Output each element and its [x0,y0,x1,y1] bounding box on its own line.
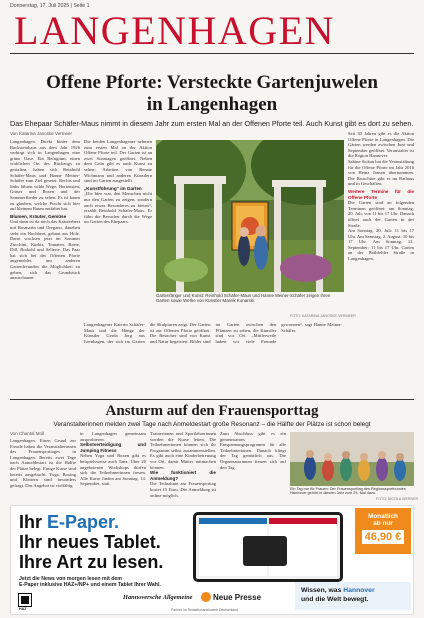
story1-dates: Am Sonntag, 20. Juli: 11 bis 17 Uhr. Am Samstag, 2. August: 10 bis 17 Uhr. Am Sonntag, 21. September: 11 bis 17 Uhr. Garten an der Bothfelder Straße in Langenhagen. [348,228,414,262]
story1-caption: Gartenfänger und Kunst: Reinhold Schäfer-Maus und Hanne Meiner-Schäfer zeigen ihren Garten sowie Werke von Künstler Mareik Konarski. [156,293,331,304]
story2-col2-text: in Langenhagen gemeinsam ausprobieren. [80,431,146,442]
story1-col2-text: Die beiden Langenhagener nehmen zum ersten Mal an der Aktion Offene Pforte teil. Der Garten ist an zwei Sonntagen geöffnet. Neben dem Grün gibt es auch Kunst zu sehen: Arbeiten von Renate Wichmann und anderen Künstlern sind im Garten ausgestellt. [84,139,152,184]
epaper-advertisement[interactable] [10,505,414,615]
ad-headline-line1 [19,512,163,532]
story2-column-3 [150,431,216,500]
story2-caption: Ein Tag nur für Frauen: Der Frauensporttag des Regionssportbundes Hannover gehört in diesem Jahr zum 25. Mal dazu. [290,487,406,496]
ad-line1-a: Ihr [19,512,48,532]
ad-subtext [19,576,161,589]
newspaper-masthead: LANGENHAGEN [14,8,335,53]
badge-mid: ab nur [373,520,393,527]
ad-line1-b: E-Paper. [47,512,120,532]
price-badge [355,508,411,554]
story1-byline: Von Katarina Janoske Vermeer [10,131,73,136]
story1-headline [10,72,414,116]
garden-photo [156,140,344,292]
slogan-line1 [301,586,405,595]
story1-right-text3: Die Gärten sind an folgenden Terminen geöffnet: am Sonntag, 20. Juli, von 11 bis 17 Uhr. Danach öffnet auch der Garten in der Straße. [348,200,414,228]
story1-col1-subhead: Blumen, Kräuter, Gemüse [10,213,67,219]
story2-column-1: Langenhagen. Einen Grund zur Freude haben die Veranstalterinnen des Frauensporttages in Langenhagen: Bereits zwei Tage nach Anmeldestart ist die Hälfte der Plätze belegt. Einige Kurse sind bereits ausgebucht. Yoga, Boxing und Klettern sind besonders gefragt. Das Angebot ist vielfältig. [10,438,76,488]
slogan-highlight: Hannover [343,587,375,594]
story1-column-1 [10,139,80,397]
ad-headline [19,512,163,572]
slogan-box [295,582,411,610]
phone-graphic [243,536,287,566]
story2-col2-subhead: Selbstverteidigung und Jumping Fitness [80,442,146,453]
story1-headline-line1: Offene Pforte: Versteckte Gartenjuwelen [46,72,378,93]
story2-lead: Veranstalterinnen melden zwei Tage nach Anmeldestart große Resonanz – die Hälfte der Plätze ist schon belegt [53,421,371,428]
story2-col3-text2: Die Teilnahme am Frauensporttag kostet 15 Euro. Die Anmeldung ist online möglich. [150,481,216,498]
story2-column-2 [80,431,146,500]
brand-haz: Hannoversche Allgemeine [123,594,193,601]
section-rule [10,399,414,400]
story1-col2-subhead: „Kunstführung“ im Garten [84,185,142,191]
badge-top: Monatlich [368,513,398,520]
ad-sub2: E-Paper inklusive HAZ+/NP+ und einem Tablet Ihrer Wahl. [19,582,161,589]
slogan-part1: Wissen, was [301,587,344,594]
story1-col1-text2: Und dann ist da noch das Kräuterbeet mit Rosmarin und Oregano, daneben steht ein Hochbeet, gebaut aus Holz. Darin wachsen jetzt im Sommer Zucchini, Kürbis, Tomaten, Beete, Dill, Rotkohl und Sellerie. Das Paar hat sich bei der Offenen Pforte angemeldet, um anderen Gartenfreunden die Möglichkeit zu geben, sich das Grundstück anzuschauen. [10,219,80,281]
story1-column-2 [84,139,152,321]
page-topline: Donnerstag, 17. Juli 2025 | Seite 1 [10,3,90,9]
ad-headline-line2: Ihr neues Tablet. [19,532,161,552]
badge-price: 46,90 € [362,530,405,544]
slogan-line2: und die Welt bewegt. [301,596,369,603]
story2-column-4: Zum Abschluss gibt es ein gemeinsames Entspannungsprogramm für alle Teilnehmerinnen. Danach klingt der Tag gemütlich aus. Die Organisatorinnen freuen sich auf den Tag. [220,431,286,470]
story1-right-subhead: Weitere Termine für die Offene Pforte [348,188,414,200]
story1-right-text2: Sabine Sickau hat die Veranstaltung für die Offene Pforte im Jahr 2016 von Heinz Jansen übernommen. Die Broschüre gibt es im Rathaus und in Geschäften. [348,158,414,187]
masthead-rule [10,53,414,54]
story1-lead: Das Ehepaar Schäfer-Maus nimmt in diesem Jahr zum ersten Mal an der Offenen Pforte teil. Auch Kunst gibt es dort zu sehen. [10,119,414,128]
story2-col3-subhead: Wie funktioniert die Anmeldung? [150,470,216,481]
story2-photo-credit: FOTO: NICOLA WERNER [376,497,419,501]
story2-headline: Ansturm auf den Frauensporttag [105,403,319,419]
story1-bottom-text: Langenhagener Katerin Schäfer-Maus und die Hänge der Künstler Gerda Jörg aus Isernhagen, der sich im Garten die Skulpturen zeigt. Der Garten ist zur Offenen Pforte geöffnet. Die Besucher sind von Kunst und Natur begeistert. Bilder sind im Garten zwischen den Pflanzen zu sehen, die Künstler sind vor Ort. „Mittlerweile haben wir viele Freunde gewonnen“, sagt Hanne Meiner-Schäfer. [84,322,342,344]
ad-sub1: Jetzt die News von morgen lesen mit dem [19,576,122,582]
sports-photo [290,432,414,486]
sports-illustration [290,432,414,486]
ad-small-print: Partner im Redaktionsnetzwerk Deutschland [171,608,238,612]
story2-col3-text: Trainerinnen und Sportlehrerinnen werden die Kurse leiten. Die Teilnehmerinnen können sich ihr Programm selbst zusammenstellen. Es gibt auch eine Kinderbetreuung vor Ort, damit Mütter mitmachen können. [150,431,216,470]
story1-headline-line2: in Langenhagen [146,94,278,115]
brand-np-icon [201,592,211,602]
story2-byline: Von Chantal Moll [10,431,45,436]
ad-headline-line3: Ihre Art zu lesen. [19,552,164,572]
story1-right-column [348,131,414,397]
brand-np: Neue Presse [213,593,262,602]
qr-label: HAZ [19,607,27,611]
story1-col2-text2: „Die Idee war, den Menschen nicht nur den Garten zu zeigen, sondern auch etwas Besonderes zu bieten“, erzählt Reinhold Schäfer-Maus. Er führt die Besucher durch die Wege im Garten des Ehepaars. [84,191,152,225]
story2-col2-text2: Neben Yoga und Boxen gibt es beispielsweise auch Tanz. Über 20 angebotenen Workshops dürfen sich die Teilnehmerinnen freuen. Alle Kurse finden am Sonntag, 14. September, statt. [80,453,146,487]
story1-right-text: Seit 30 Jahren gibt es die Aktion Offene Pforte in Langenhagen. Die Gärten werden zwischen Juni und September geöffnet. Veranstalter ist die Region Hannover. [348,131,414,159]
story1-photo-credit: FOTO: KATARINA JANOSKE-VERMEER [290,314,356,318]
garden-illustration [156,140,344,292]
qr-code-icon[interactable] [19,594,31,606]
story1-col1-text: Langenhagen. Direkt hinter dem Backsteinhaus aus dem Jahr 1926 verbirgt sich in Langenhagen eine grüne Oase. Ein Refugium, einen wirklichen Ort des Rückzugs zu gestalten, haben sich Reinhold Schäfer-Maus und Hanne Meiner-Schäfer zum Ziel gesetzt. Rechts und links führen wilde Wege, Hortensien, Gräser und Rosen und der Sommerflieder zu sehen. Es ist kaum zu glauben, welche Pracht sich hier auf kleinem Raum entfaltet hat. [10,139,80,212]
